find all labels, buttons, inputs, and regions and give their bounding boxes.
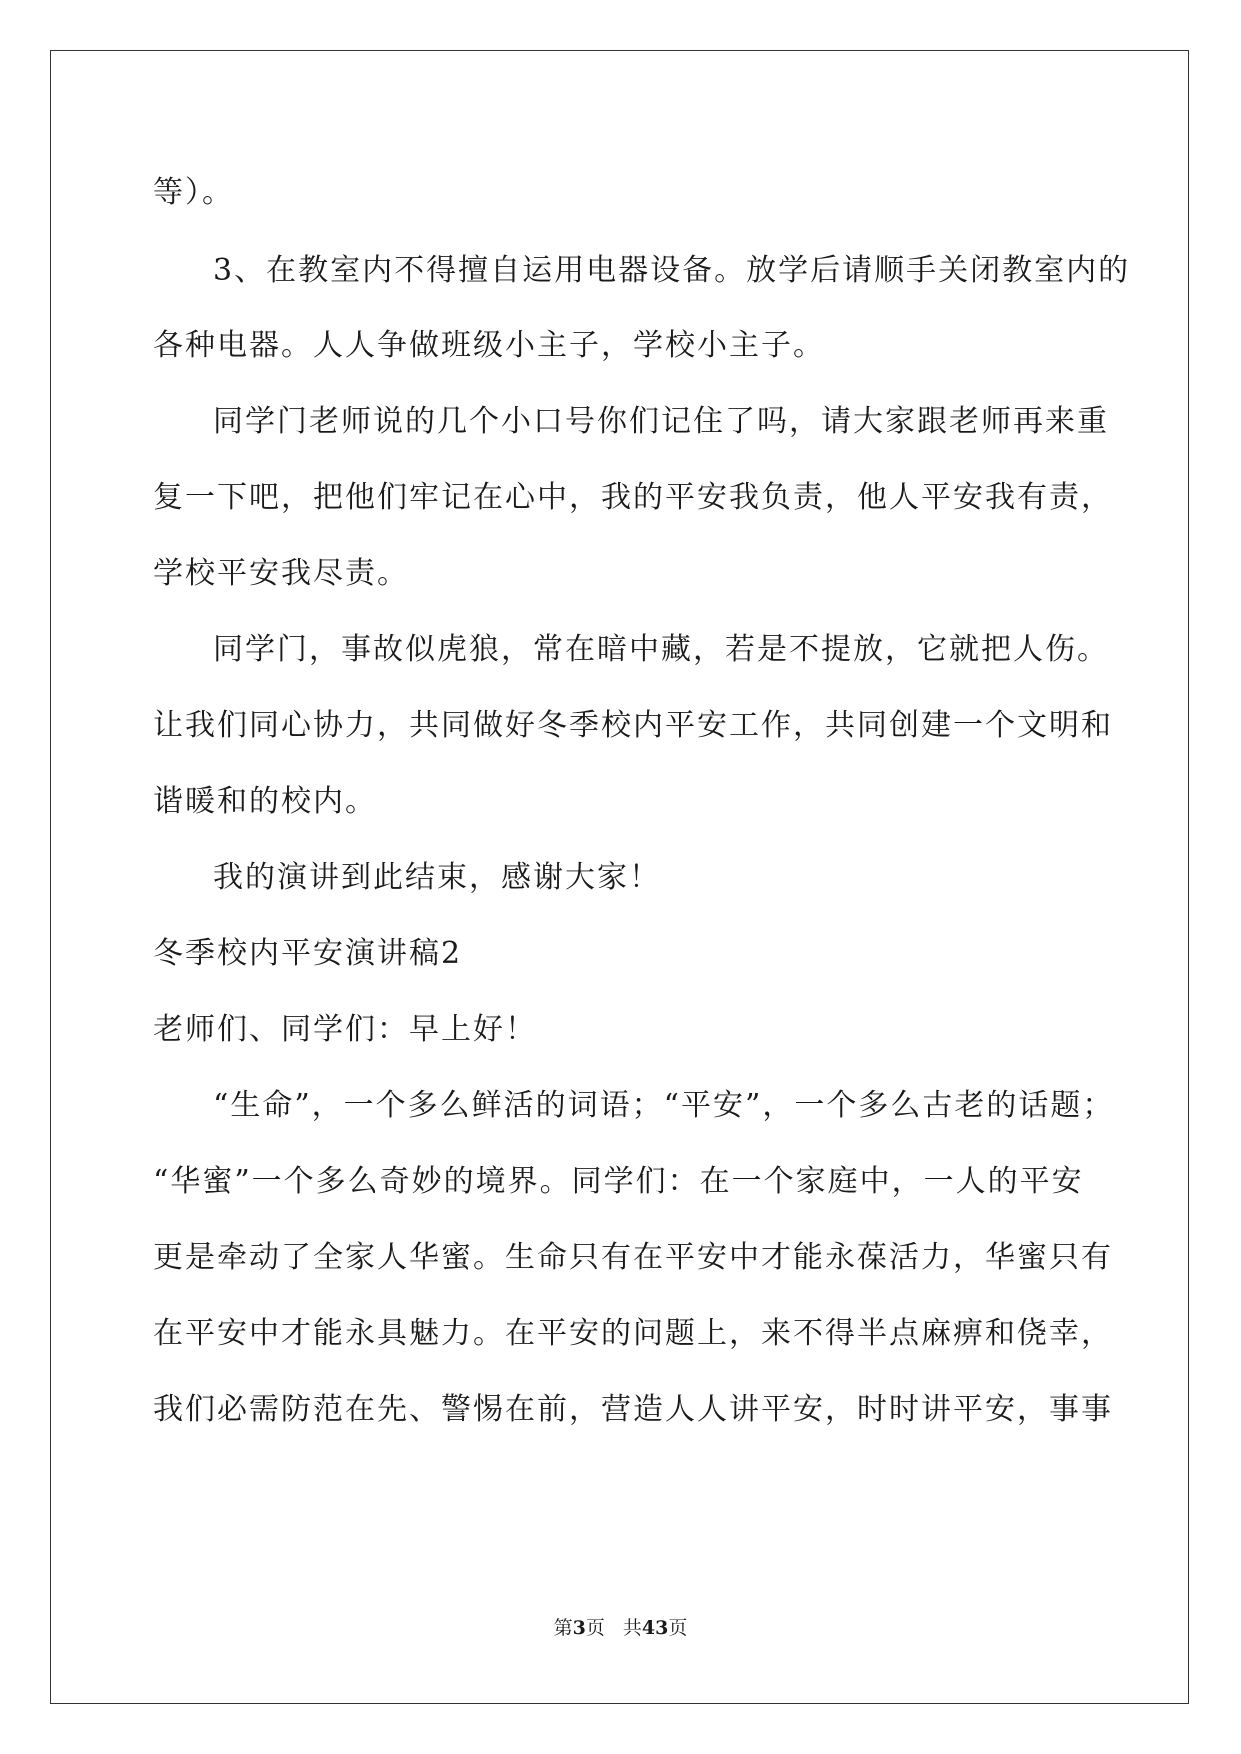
footer-total-unit: 页 — [668, 1617, 688, 1639]
text-line: 更是牵动了全家人华蜜。生命只有在平安中才能永葆活力，华蜜只有 — [153, 1240, 1113, 1275]
text-line: 学校平安我尽责。 — [153, 556, 409, 591]
section-title: 冬季校内平安演讲稿2 — [153, 936, 463, 971]
text-line: “华蜜”一个多么奇妙的境界。同学们：在一个家庭中，一人的平安 — [153, 1164, 1084, 1199]
footer-page-prefix: 第 — [553, 1617, 573, 1639]
text-line: “生命”，一个多么鲜活的词语；“平安”，一个多么古老的话题； — [213, 1088, 1115, 1123]
page-footer — [0, 1616, 1241, 1640]
text-line: 谐暖和的校内。 — [153, 784, 377, 819]
text-line: 各种电器。人人争做班级小主子，学校小主子。 — [153, 328, 825, 363]
text-line: 我们必需防范在先、警惕在前，营造人人讲平安，时时讲平安，事事 — [153, 1392, 1113, 1427]
text-line: 等）。 — [153, 175, 234, 210]
text-line: 同学门，事故似虎狼，常在暗中藏，若是不提放，它就把人伤。 — [213, 632, 1109, 667]
footer-page-number: 3 — [572, 1617, 586, 1639]
text-line: 老师们、同学们：早上好！ — [153, 1012, 537, 1047]
text-line: 复一下吧，把他们牢记在心中，我的平安我负责，他人平安我有责， — [153, 480, 1113, 515]
footer-total-pages: 43 — [641, 1617, 669, 1639]
text-line: 3、在教室内不得擅自运用电器设备。放学后请顺手关闭教室内的 — [213, 253, 1131, 288]
text-line: 同学门老师说的几个小口号你们记住了吗，请大家跟老师再来重 — [213, 404, 1109, 439]
text-line: 在平安中才能永具魅力。在平安的问题上，来不得半点麻痹和侥幸， — [153, 1316, 1113, 1351]
footer-page-unit: 页 — [585, 1617, 605, 1639]
text-line: 我的演讲到此结束，感谢大家！ — [213, 860, 661, 895]
text-line: 让我们同心协力，共同做好冬季校内平安工作，共同创建一个文明和 — [153, 708, 1113, 743]
footer-total-prefix: 共 — [622, 1617, 642, 1639]
